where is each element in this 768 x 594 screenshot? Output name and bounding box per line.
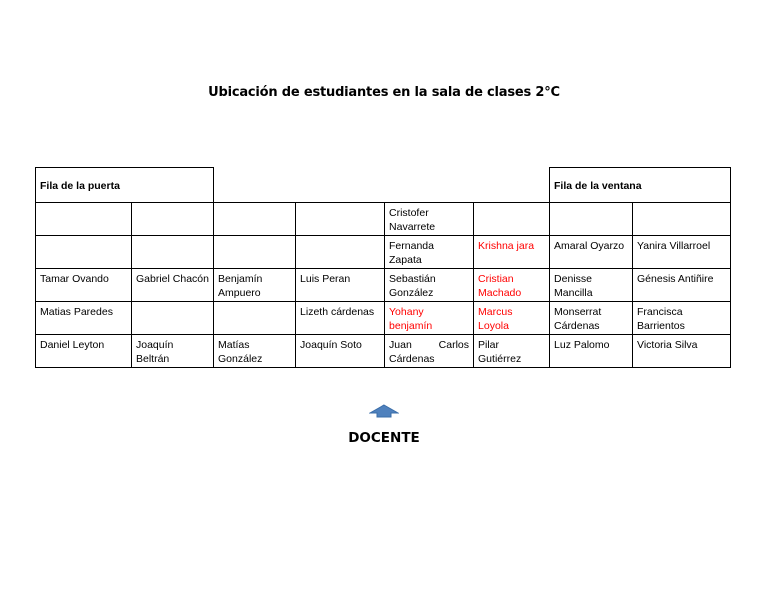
seat-cell: Luis Peran	[296, 269, 385, 302]
table-row	[36, 335, 731, 368]
seat-cell: Victoria Silva	[633, 335, 731, 368]
seating-table	[35, 167, 731, 368]
seat-cell	[214, 236, 296, 269]
seat-cell	[474, 203, 550, 236]
seat-cell	[296, 236, 385, 269]
seat-cell: Génesis Antiñire	[633, 269, 731, 302]
teacher-label: DOCENTE	[348, 430, 420, 446]
seat-cell-highlighted: Marcus Loyola	[474, 302, 550, 335]
seat-cell: Sebastián González	[385, 269, 474, 302]
seat-cell: Daniel Leyton	[36, 335, 132, 368]
seat-cell: Monserrat Cárdenas	[550, 302, 633, 335]
header-row	[36, 168, 731, 203]
seat-cell	[296, 203, 385, 236]
seat-cell: Denisse Mancilla	[550, 269, 633, 302]
window-row-header: Fila de la ventana	[550, 168, 731, 203]
seat-cell	[36, 203, 132, 236]
up-arrow-icon	[369, 404, 399, 418]
seat-cell: Lizeth cárdenas	[296, 302, 385, 335]
seat-cell: Yanira Villarroel	[633, 236, 731, 269]
seat-cell: Matias Paredes	[36, 302, 132, 335]
seat-cell: Juan Carlos Cárdenas	[385, 335, 474, 368]
header-gap	[214, 168, 550, 203]
seat-cell	[36, 236, 132, 269]
seat-cell: Matías González	[214, 335, 296, 368]
seat-cell: Amaral Oyarzo	[550, 236, 633, 269]
seat-cell: Fernanda Zapata	[385, 236, 474, 269]
seat-cell: Joaquín Soto	[296, 335, 385, 368]
table-row	[36, 236, 731, 269]
seat-cell-highlighted: Cristian Machado	[474, 269, 550, 302]
door-row-header: Fila de la puerta	[36, 168, 214, 203]
seat-cell	[214, 203, 296, 236]
seat-cell	[132, 302, 214, 335]
seat-cell-highlighted: Yohany benjamín	[385, 302, 474, 335]
table-row	[36, 302, 731, 335]
seat-cell: Joaquín Beltrán	[132, 335, 214, 368]
seat-cell: Benjamín Ampuero	[214, 269, 296, 302]
seat-cell: Gabriel Chacón	[132, 269, 214, 302]
table-row	[36, 269, 731, 302]
seat-cell: Cristofer Navarrete	[385, 203, 474, 236]
table-row	[36, 203, 731, 236]
seat-cell: Francisca Barrientos	[633, 302, 731, 335]
seat-cell	[132, 203, 214, 236]
page-title: Ubicación de estudiantes en la sala de clases 2°C	[208, 85, 560, 100]
seat-cell	[214, 302, 296, 335]
seat-cell: Tamar Ovando	[36, 269, 132, 302]
seat-cell: Pilar Gutiérrez	[474, 335, 550, 368]
seat-cell	[633, 203, 731, 236]
seat-cell	[550, 203, 633, 236]
seat-cell: Luz Palomo	[550, 335, 633, 368]
seat-cell	[132, 236, 214, 269]
seat-cell-highlighted: Krishna jara	[474, 236, 550, 269]
